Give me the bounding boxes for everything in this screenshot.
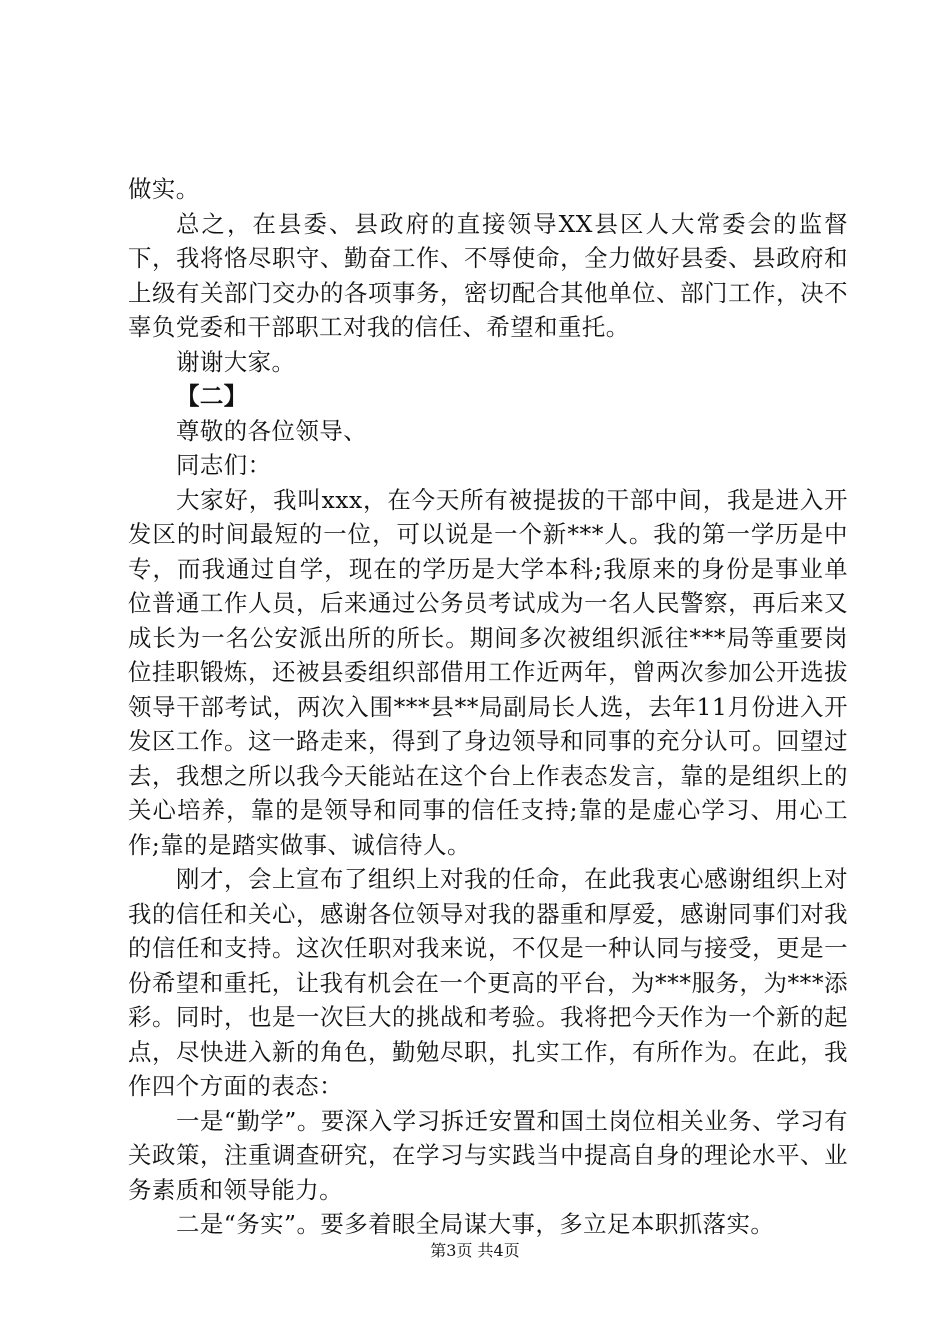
salutation-comrades: 同志们： <box>176 451 272 479</box>
paragraph-continuation: 做实。 <box>128 175 200 203</box>
section-heading: 【二】 <box>176 382 248 410</box>
thanks-line: 谢谢大家。 <box>176 347 296 376</box>
page-footer: 第3页 共4页 <box>430 1241 520 1260</box>
document-body <box>128 172 848 1242</box>
paragraph-point-two: 二是“务实”。要多着眼全局谋大事，多立足本职抓落实。 <box>176 1210 775 1238</box>
salutation-leaders: 尊敬的各位领导、 <box>176 416 368 445</box>
paragraph-conclusion: 总之，在县委、县政府的直接领导XX县区人大常委会的监督下，我将恪尽职守、勤奋工作、不辱使命，全力做好县委、县政府和上级有关部门交办的各项事务，密切配合其他单位、部门工作，决不辜负党委和干部职工对我的信任、希望和重托。 <box>128 209 848 341</box>
paragraph-point-one: 一是“勤学”。要深入学习拆迁安置和国土岗位相关业务、学习有关政策，注重调查研究，在学习与实践当中提高自身的理论水平、业务素质和领导能力。 <box>128 1106 848 1204</box>
paragraph-introduction: 大家好，我叫xxx，在今天所有被提拔的干部中间，我是进入开发区的时间最短的一位，可以说是一个新***人。我的第一学历是中专，而我通过自学，现在的学历是大学本科;我原来的身份是事业单位普通工作人员，后来通过公务员考试成为一名人民警察，再后来又成长为一名公安派出所的所长。期间多次被组织派往***局等重要岗位挂职锻炼，还被县委组织部借用工作近两年，曾两次参加公开选拔领导干部考试，两次入围***县**局副局长人选，去年11月份进入开发区工作。这一路走来，得到了身边领导和同事的充分认可。回望过去，我想之所以我今天能站在这个台上作表态发言，靠的是组织上的关心培养，靠的是领导和同事的信任支持;靠的是虚心学习、用心工作;靠的是踏实做事、诚信待人。 <box>128 485 848 859</box>
paragraph-appointment: 刚才，会上宣布了组织上对我的任命，在此我衷心感谢组织上对我的信任和关心，感谢各位领导对我的器重和厚爱，感谢同事们对我的信任和支持。这次任职对我来说，不仅是一种认同与接受，更是一份希望和重托，让我有机会在一个更高的平台，为***服务，为***添彩。同时，也是一次巨大的挑战和考验。我将把今天作为一个新的起点，尽快进入新的角色，勤勉尽职，扎实工作，有所作为。在此，我作四个方面的表态： <box>128 865 848 1100</box>
